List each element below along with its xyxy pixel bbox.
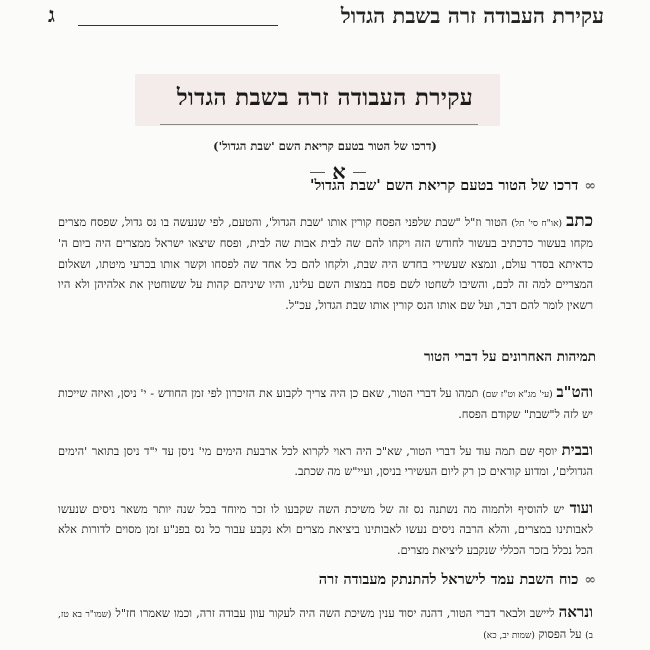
paragraph-text: יוסף שם תמה עוד על דברי הטור, שא"כ היה ראוי לקרוא לכל ארבעת הימים מי' ניסן עד י"ד ניסן בתואר 'הימים הגדולים', ומדוע קוראים כן רק ליום העשירי בניסן, ועיי"ש מה שכתב.	[58, 445, 593, 479]
section-letter: א	[325, 159, 353, 185]
source-reference: (או"ח סי' תל)	[511, 219, 563, 229]
lead-word: והט"ב	[556, 383, 594, 401]
section-heading-text: דרכו של הטור בטעם קריאת השם 'שבת הגדול'	[310, 177, 579, 194]
paragraph-text: יש להוסיף ולתמוה מה נשתנה נס זה של משיכת השה שקבעו לו זכר מיוחד בכל שנה יותר משאר ניסים שנעשו לאבותינו במצרים, והלא הרבה ניסים נעשו לאבותינו ביציאת מצרים ולא נקבע עבור כל נס בפנ"ע זמן מסוים לדורות אלא הכל נכלל בזכר הכללי שנקבע ליציאת מצרים.	[58, 503, 593, 557]
source-reference: (עי' מג"א וט"ז שם)	[482, 390, 553, 400]
section-heading-2	[424, 349, 596, 365]
lead-word: כתב	[566, 211, 594, 231]
source-reference-end: (שמות יב, כא)	[483, 631, 535, 642]
paragraph-text: הטור וז"ל "שבת שלפני הפסח קורין אותו 'שבת הגדול', והטעם, לפי שנעשה בו נס גדול, שפסח מצרים מקחו בעשור כדכתיב בעשור לחודש הזה ויקחו להם שה לבית אבות שה לבית, ופסח שיצאו ישראל ממצרים היה ביום ה' כדאיתא בסדר עולם, ונמצא שעשירי בחדש היה שבת, ולקחו להם כל אחד שה לפסחו וקשר אותו בכרעי מיטתו, ושאלום המצריים למה זה לכם, והשיבו לשחטו לשם פסח במצות השם עלינו, והיו שיניהם קהות על ששוחטין את אלהיהן ולא היו רשאין לומר להם דבר, ועל שם אותו הנס קורין אותו שבת הגדול, עכ"ל.	[58, 216, 593, 312]
paragraph-answer	[58, 602, 593, 647]
lead-word: ובבית	[561, 441, 593, 459]
paragraph-text-tail: על הפסוק	[538, 628, 582, 642]
lead-word: ועוד	[569, 499, 594, 517]
ornament-icon: ∞	[584, 572, 596, 588]
header-rule	[78, 25, 278, 26]
paragraph-beit-yosef	[58, 440, 593, 483]
ornament-icon: ∞	[584, 178, 596, 194]
paragraph-text: תמהו על דברי הטור, שאם כן היה צריך לקבוע את הזיכרון לפי זמן החודש - י' ניסן, ואיזה שייכות יש לזה ל"שבת" שקודם הפסח.	[58, 387, 593, 422]
section-heading-text: כוח השבת עמד לישראל להתנתק מעבודה זרה	[318, 571, 579, 588]
paragraph-question	[58, 498, 593, 561]
running-title: עקירת העבודה זרה בשבת הגדול	[340, 3, 604, 28]
section-heading-3	[319, 571, 596, 589]
source-reference: (שמו"ר בא טז, ב)	[58, 610, 593, 642]
section-heading-text: תמיהות האחרונים על דברי הטור	[423, 349, 596, 365]
chapter-subtitle: (דרכו של הטור בטעם קריאת השם 'שבת הגדול')	[213, 139, 437, 153]
paragraph-text: ליישב ולבאר דברי הטור, דהנה יסוד ענין משיכת השה היה לעקור עוון עבודה זרה, וכמו שאמרו חז"ל	[115, 607, 555, 620]
section-heading-1	[310, 177, 596, 195]
lead-word: ונראה	[558, 603, 593, 621]
chapter-title: עקירת העבודה זרה בשבת הגדול	[176, 84, 474, 111]
page-number: ג	[48, 2, 55, 27]
paragraph-taz	[58, 382, 593, 426]
chapter-title-rule	[160, 124, 478, 125]
paragraph-tur-quote	[58, 211, 593, 316]
